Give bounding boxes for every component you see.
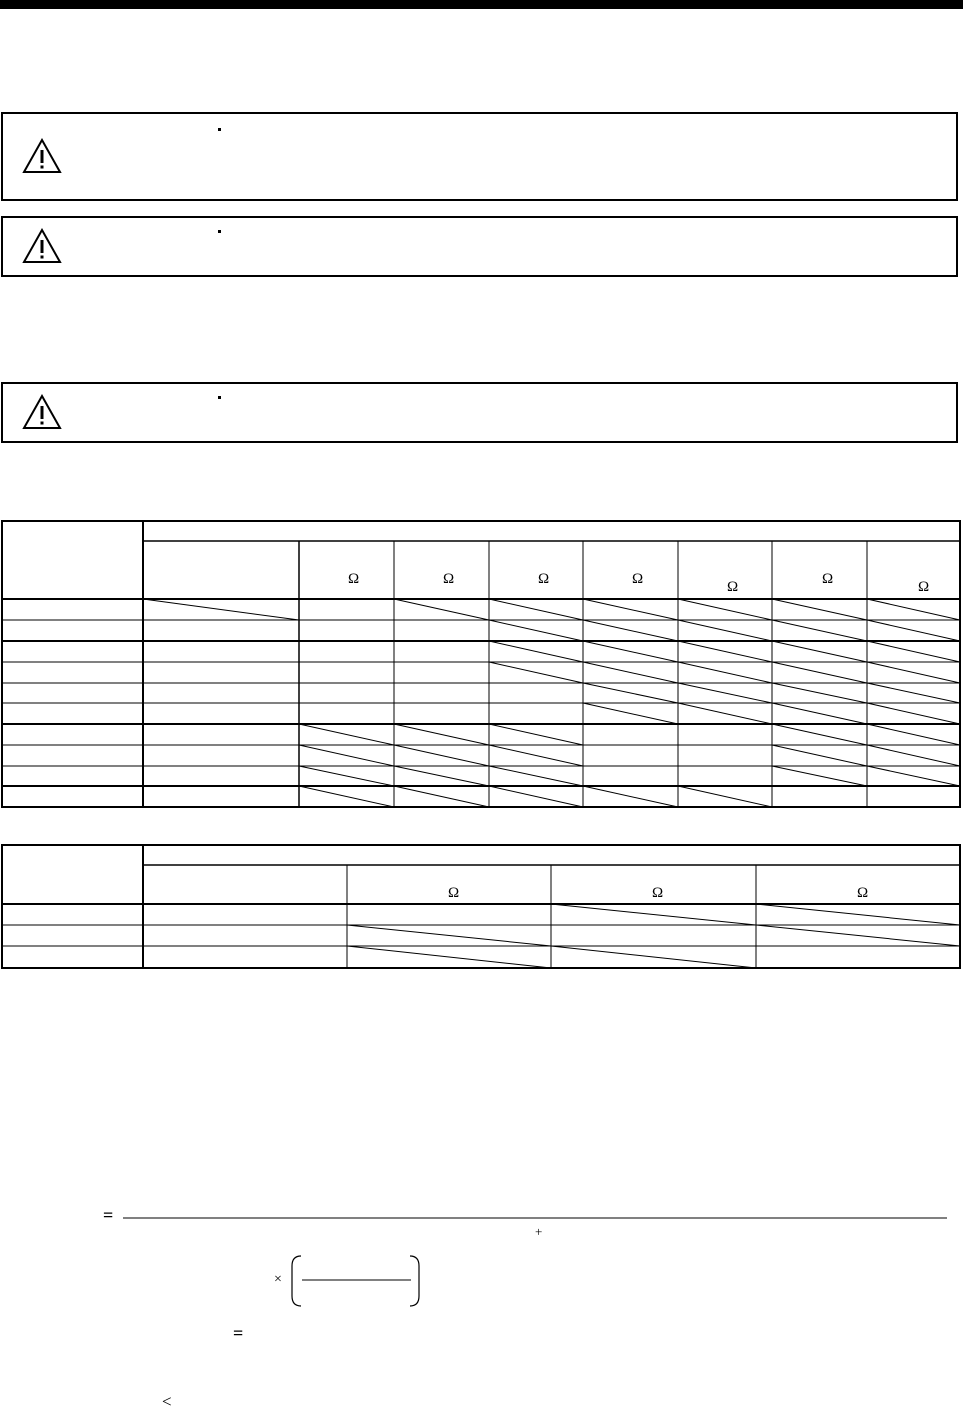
- ohm-symbol: Ω: [348, 571, 360, 587]
- equals-sign: =: [103, 1205, 114, 1225]
- ohm-symbol: Ω: [443, 571, 455, 587]
- ohm-symbol: Ω: [857, 885, 869, 901]
- times-sign: ×: [274, 1272, 282, 1287]
- ohm-symbol: Ω: [822, 571, 834, 587]
- ohm-symbol: Ω: [727, 579, 739, 595]
- equals-sign: =: [233, 1323, 244, 1343]
- ohm-symbol: Ω: [918, 579, 930, 595]
- plus-sign: +: [535, 1224, 543, 1239]
- ohm-symbol: Ω: [448, 885, 460, 901]
- ohm-symbol: Ω: [538, 571, 550, 587]
- ohm-symbol: Ω: [652, 885, 664, 901]
- less-than-sign: <: [162, 1392, 172, 1411]
- ohm-symbol: Ω: [632, 571, 644, 587]
